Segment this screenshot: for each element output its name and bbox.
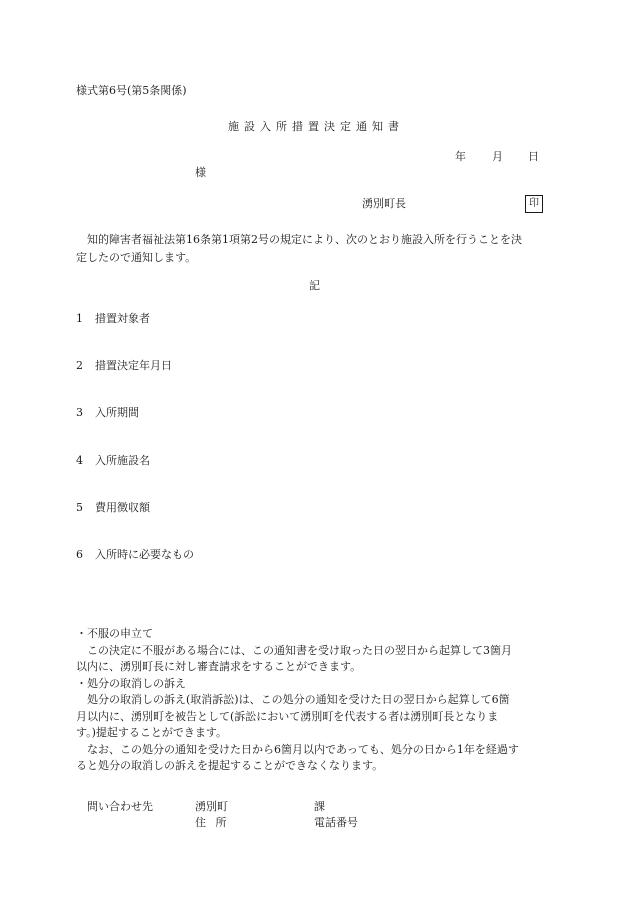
lawsuit-line: 処分の取消しの訴え(取消訴訟)は、この処分の通知を受けた日の翌日から起算して6箇 [87, 693, 510, 706]
seal-mark: 印 [525, 195, 543, 213]
item-number: 2 [76, 359, 83, 372]
lawsuit-line: なお、この処分の通知を受けた日から6箇月以内であっても、処分の日から1年を経過す [87, 742, 519, 756]
contact-label: 問い合わせ先 [87, 800, 153, 813]
body-paragraph [76, 231, 558, 267]
form-number: 様式第6号(第5条関係) [76, 84, 187, 97]
document-title: 施設入所措置決定通知書 [228, 120, 404, 133]
objection-line: この決定に不服がある場合には、この通知書を受け取った日の翌日から起算して3箇月 [87, 643, 512, 657]
lawsuit-line: ると処分の取消しの訴えを提起することができなくなります。 [76, 759, 384, 772]
contact-phone: 電話番号 [314, 816, 358, 829]
lawsuit-line: 月以内に、湧別町を被告として(訴訟において湧別町を代表する者は湧別町長となりま [76, 709, 499, 723]
item-number: 4 [76, 454, 83, 467]
lawsuit-line: す。)提起することができます。 [76, 726, 228, 739]
item-label: 措置決定年月日 [95, 359, 172, 372]
item-label: 入所時に必要なもの [95, 548, 194, 561]
item-number: 6 [76, 548, 83, 561]
recipient-suffix: 様 [195, 166, 206, 179]
lawsuit-heading: ・処分の取消しの訴え [76, 676, 186, 690]
objection-heading: ・不服の申立て [76, 627, 153, 640]
date-month-label: 月 [492, 150, 503, 163]
date-day-label: 日 [528, 150, 539, 163]
contact-town: 湧別町 [195, 800, 228, 813]
item-number: 3 [76, 406, 83, 419]
item-number: 5 [76, 501, 83, 514]
item-label: 入所期間 [95, 406, 139, 419]
item-label: 入所施設名 [95, 454, 150, 467]
item-label: 措置対象者 [95, 312, 150, 325]
date-year-label: 年 [455, 150, 466, 163]
body-line: 定したので通知します。 [76, 251, 197, 264]
objection-line: 以内に、湧別町長に対し審査請求をすることができます。 [76, 660, 362, 673]
item-label: 費用徴収額 [95, 501, 150, 514]
contact-address: 住 所 [195, 816, 227, 829]
issuer-name: 湧別町長 [362, 197, 406, 210]
contact-section: 課 [314, 800, 325, 813]
body-line: 知的障害者福祉法第16条第1項第2号の規定により、次のとおり施設入所を行うことを決 [87, 233, 522, 246]
notice-section [76, 626, 558, 775]
ki-heading: 記 [309, 279, 320, 292]
item-number: 1 [76, 312, 83, 325]
